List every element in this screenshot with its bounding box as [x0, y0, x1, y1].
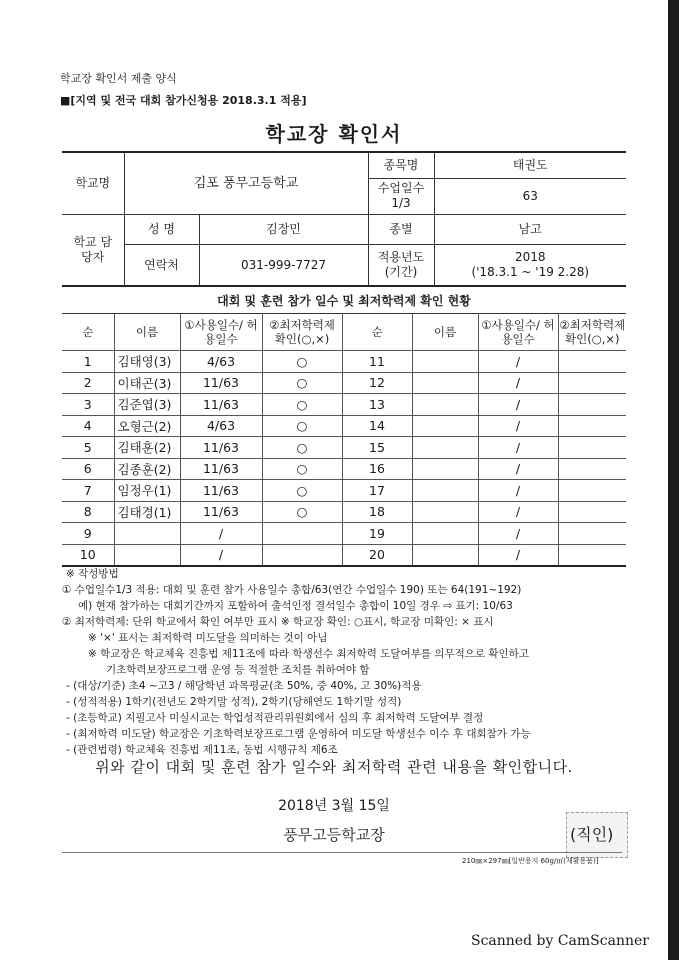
row-name-2 — [412, 523, 478, 545]
table-row — [62, 501, 626, 523]
row-name: 임정우(1) — [114, 480, 180, 502]
period-value: ('18.3.1 ~ '19 2.28) — [471, 265, 590, 279]
row-academic-2 — [558, 351, 626, 373]
col-name-2: 이름 — [412, 314, 478, 351]
row-no: 4 — [62, 415, 114, 437]
col-no: 순 — [62, 314, 114, 351]
row-days-2: / — [478, 523, 558, 545]
row-academic: ○ — [262, 480, 342, 502]
row-name: 김종훈(2) — [114, 458, 180, 480]
row-days: 11/63 — [180, 372, 262, 394]
row-no-2: 16 — [342, 458, 412, 480]
row-academic-2 — [558, 523, 626, 545]
row-name-2 — [412, 501, 478, 523]
row-no-2: 18 — [342, 501, 412, 523]
note-line: ※ '×' 표시는 최저학력 미도달을 의미하는 것이 아님 — [88, 632, 328, 644]
row-days: 11/63 — [180, 458, 262, 480]
col-academic: ②최저학력제 확인(○,×) — [262, 314, 342, 351]
paper-spec: 210㎜×297㎜[일반용지 60g/㎡(재활용품)] — [462, 857, 599, 865]
row-no: 10 — [62, 544, 114, 566]
school-head: 풍무고등학교장 — [283, 826, 385, 844]
row-days-2: / — [478, 415, 558, 437]
table-row — [62, 415, 626, 437]
row-days-2: / — [478, 501, 558, 523]
row-academic-2 — [558, 415, 626, 437]
instructions-notes — [62, 566, 531, 758]
row-no: 5 — [62, 437, 114, 459]
category-value: 남고 — [434, 214, 626, 244]
row-academic-2 — [558, 458, 626, 480]
row-academic: ○ — [262, 458, 342, 480]
row-days-2: / — [478, 544, 558, 566]
row-academic: ○ — [262, 372, 342, 394]
table-row — [62, 437, 626, 459]
table-row — [62, 351, 626, 373]
table-row — [62, 372, 626, 394]
year-cell — [434, 244, 626, 286]
row-academic: ○ — [262, 394, 342, 416]
row-days: 4/63 — [180, 415, 262, 437]
section-title: 대회 및 훈련 참가 일수 및 최저학력제 확인 현황 — [62, 285, 626, 315]
class-days-value: 63 — [434, 178, 626, 214]
class-days-label: 수업일수 1/3 — [368, 178, 434, 214]
row-name-2 — [412, 544, 478, 566]
row-academic-2 — [558, 437, 626, 459]
row-days: 11/63 — [180, 501, 262, 523]
row-days-2: / — [478, 480, 558, 502]
row-academic — [262, 544, 342, 566]
row-academic — [262, 523, 342, 545]
row-no: 1 — [62, 351, 114, 373]
staff-label: 학교 담당자 — [62, 214, 124, 286]
table-header-row — [62, 314, 626, 351]
table-row — [62, 523, 626, 545]
row-name: 김준엽(3) — [114, 394, 180, 416]
col-days: ①사용일수/ 허용일수 — [180, 314, 262, 351]
name-label: 성 명 — [124, 214, 199, 244]
col-academic-2: ②최저학력제 확인(○,×) — [558, 314, 626, 351]
row-name-2 — [412, 351, 478, 373]
note-line: - (초등학교) 지필고사 미실시교는 학업성적관리위원회에서 심의 후 최저학력 도달여부 결정 — [66, 712, 484, 724]
row-days-2: / — [478, 394, 558, 416]
note-line: - (성적적용) 1학기(전년도 2학기말 성적), 2학기(당해연도 1학기말 성적) — [66, 696, 402, 708]
note-line: ① 수업일수1/3 적용: 대회 및 훈련 참가 사용일수 총합/63(연간 수업일수 190) 또는 64(191~192) — [62, 584, 522, 596]
row-name: 오형근(2) — [114, 415, 180, 437]
row-name — [114, 523, 180, 545]
row-days: 11/63 — [180, 480, 262, 502]
row-name-2 — [412, 415, 478, 437]
divider — [62, 852, 622, 853]
row-no-2: 14 — [342, 415, 412, 437]
row-name: 김태경(1) — [114, 501, 180, 523]
note-line: 예) 현재 참가하는 대회기간까지 포함하여 출석인정 결석일수 총합이 10일 경우 ⇨ 표기: 10/63 — [78, 600, 513, 612]
event-value: 태권도 — [434, 152, 626, 178]
row-no-2: 11 — [342, 351, 412, 373]
row-academic: ○ — [262, 501, 342, 523]
row-no: 7 — [62, 480, 114, 502]
category-label: 종별 — [368, 214, 434, 244]
note-line: - (대상/기준) 초4 ~고3 / 해당학년 과목평균(초 50%, 중 40%, 고 30%)적용 — [66, 680, 422, 692]
row-no-2: 15 — [342, 437, 412, 459]
note-line: ※ 학교장은 학교체육 진흥법 제11조에 따라 학생선수 최저학력 도달여부를 의무적으로 확인하고 — [88, 648, 529, 660]
row-days-2: / — [478, 458, 558, 480]
school-info-table — [62, 151, 626, 287]
row-name: 김태훈(2) — [114, 437, 180, 459]
table-row — [62, 394, 626, 416]
issue-date: 2018년 3월 15일 — [278, 798, 390, 814]
row-days: 11/63 — [180, 394, 262, 416]
row-days: 4/63 — [180, 351, 262, 373]
participation-table — [62, 313, 626, 567]
row-name-2 — [412, 394, 478, 416]
row-no: 8 — [62, 501, 114, 523]
form-subtitle: ■[지역 및 전국 대회 참가신청용 2018.3.1 적용] — [60, 94, 307, 107]
row-academic-2 — [558, 480, 626, 502]
row-name: 이태곤(3) — [114, 372, 180, 394]
row-academic: ○ — [262, 437, 342, 459]
seal-label: (직인) — [570, 825, 614, 844]
row-no: 9 — [62, 523, 114, 545]
col-no-2: 순 — [342, 314, 412, 351]
scanner-watermark: Scanned by CamScanner — [471, 933, 649, 949]
row-days-2: / — [478, 372, 558, 394]
row-no-2: 20 — [342, 544, 412, 566]
row-days: 11/63 — [180, 437, 262, 459]
col-name: 이름 — [114, 314, 180, 351]
school-label: 학교명 — [62, 152, 124, 214]
row-days-2: / — [478, 437, 558, 459]
row-no: 3 — [62, 394, 114, 416]
row-no: 6 — [62, 458, 114, 480]
note-line: - (최저학력 미도달) 학교장은 기초학력보장프로그램 운영하여 미도달 학생선수 이수 후 대회참가 가능 — [66, 728, 531, 740]
page-title: 학교장 확인서 — [265, 122, 403, 146]
row-days: / — [180, 523, 262, 545]
table-row — [62, 544, 626, 566]
contact-value: 031-999-7727 — [199, 244, 368, 286]
year-value: 2018 — [514, 250, 546, 264]
row-no-2: 13 — [342, 394, 412, 416]
row-name — [114, 544, 180, 566]
row-academic-2 — [558, 544, 626, 566]
row-days: / — [180, 544, 262, 566]
note-line: ※ 작성방법 — [66, 568, 119, 580]
row-name: 김태영(3) — [114, 351, 180, 373]
row-name-2 — [412, 372, 478, 394]
name-value: 김장민 — [199, 214, 368, 244]
school-value: 김포 풍무고등학교 — [124, 152, 368, 214]
row-days-2: / — [478, 351, 558, 373]
event-label: 종목명 — [368, 152, 434, 178]
contact-label: 연락처 — [124, 244, 199, 286]
row-academic-2 — [558, 501, 626, 523]
row-academic-2 — [558, 372, 626, 394]
row-name-2 — [412, 437, 478, 459]
table-row — [62, 458, 626, 480]
scan-edge — [668, 0, 679, 960]
row-no-2: 17 — [342, 480, 412, 502]
row-academic-2 — [558, 394, 626, 416]
row-academic: ○ — [262, 415, 342, 437]
year-label: 적용년도 (기간) — [368, 244, 434, 286]
row-no-2: 19 — [342, 523, 412, 545]
confirmation-text: 위와 같이 대회 및 훈련 참가 일수와 최저학력 관련 내용을 확인합니다. — [95, 758, 573, 776]
row-name-2 — [412, 458, 478, 480]
row-no-2: 12 — [342, 372, 412, 394]
col-days-2: ①사용일수/ 허용일수 — [478, 314, 558, 351]
row-no: 2 — [62, 372, 114, 394]
row-name-2 — [412, 480, 478, 502]
form-label: 학교장 확인서 제출 양식 — [60, 72, 177, 85]
note-line: 기초학력보장프로그램 운영 등 적절한 조치를 취하여야 함 — [106, 664, 370, 676]
note-line: - (관련법령) 학교체육 진흥법 제11조, 동법 시행규칙 제6조 — [66, 744, 338, 756]
note-line: ② 최저학력제: 단위 학교에서 확인 여부만 표시 ※ 학교장 확인: ○표시, 학교장 미확인: × 표시 — [62, 616, 494, 628]
table-row — [62, 480, 626, 502]
row-academic: ○ — [262, 351, 342, 373]
